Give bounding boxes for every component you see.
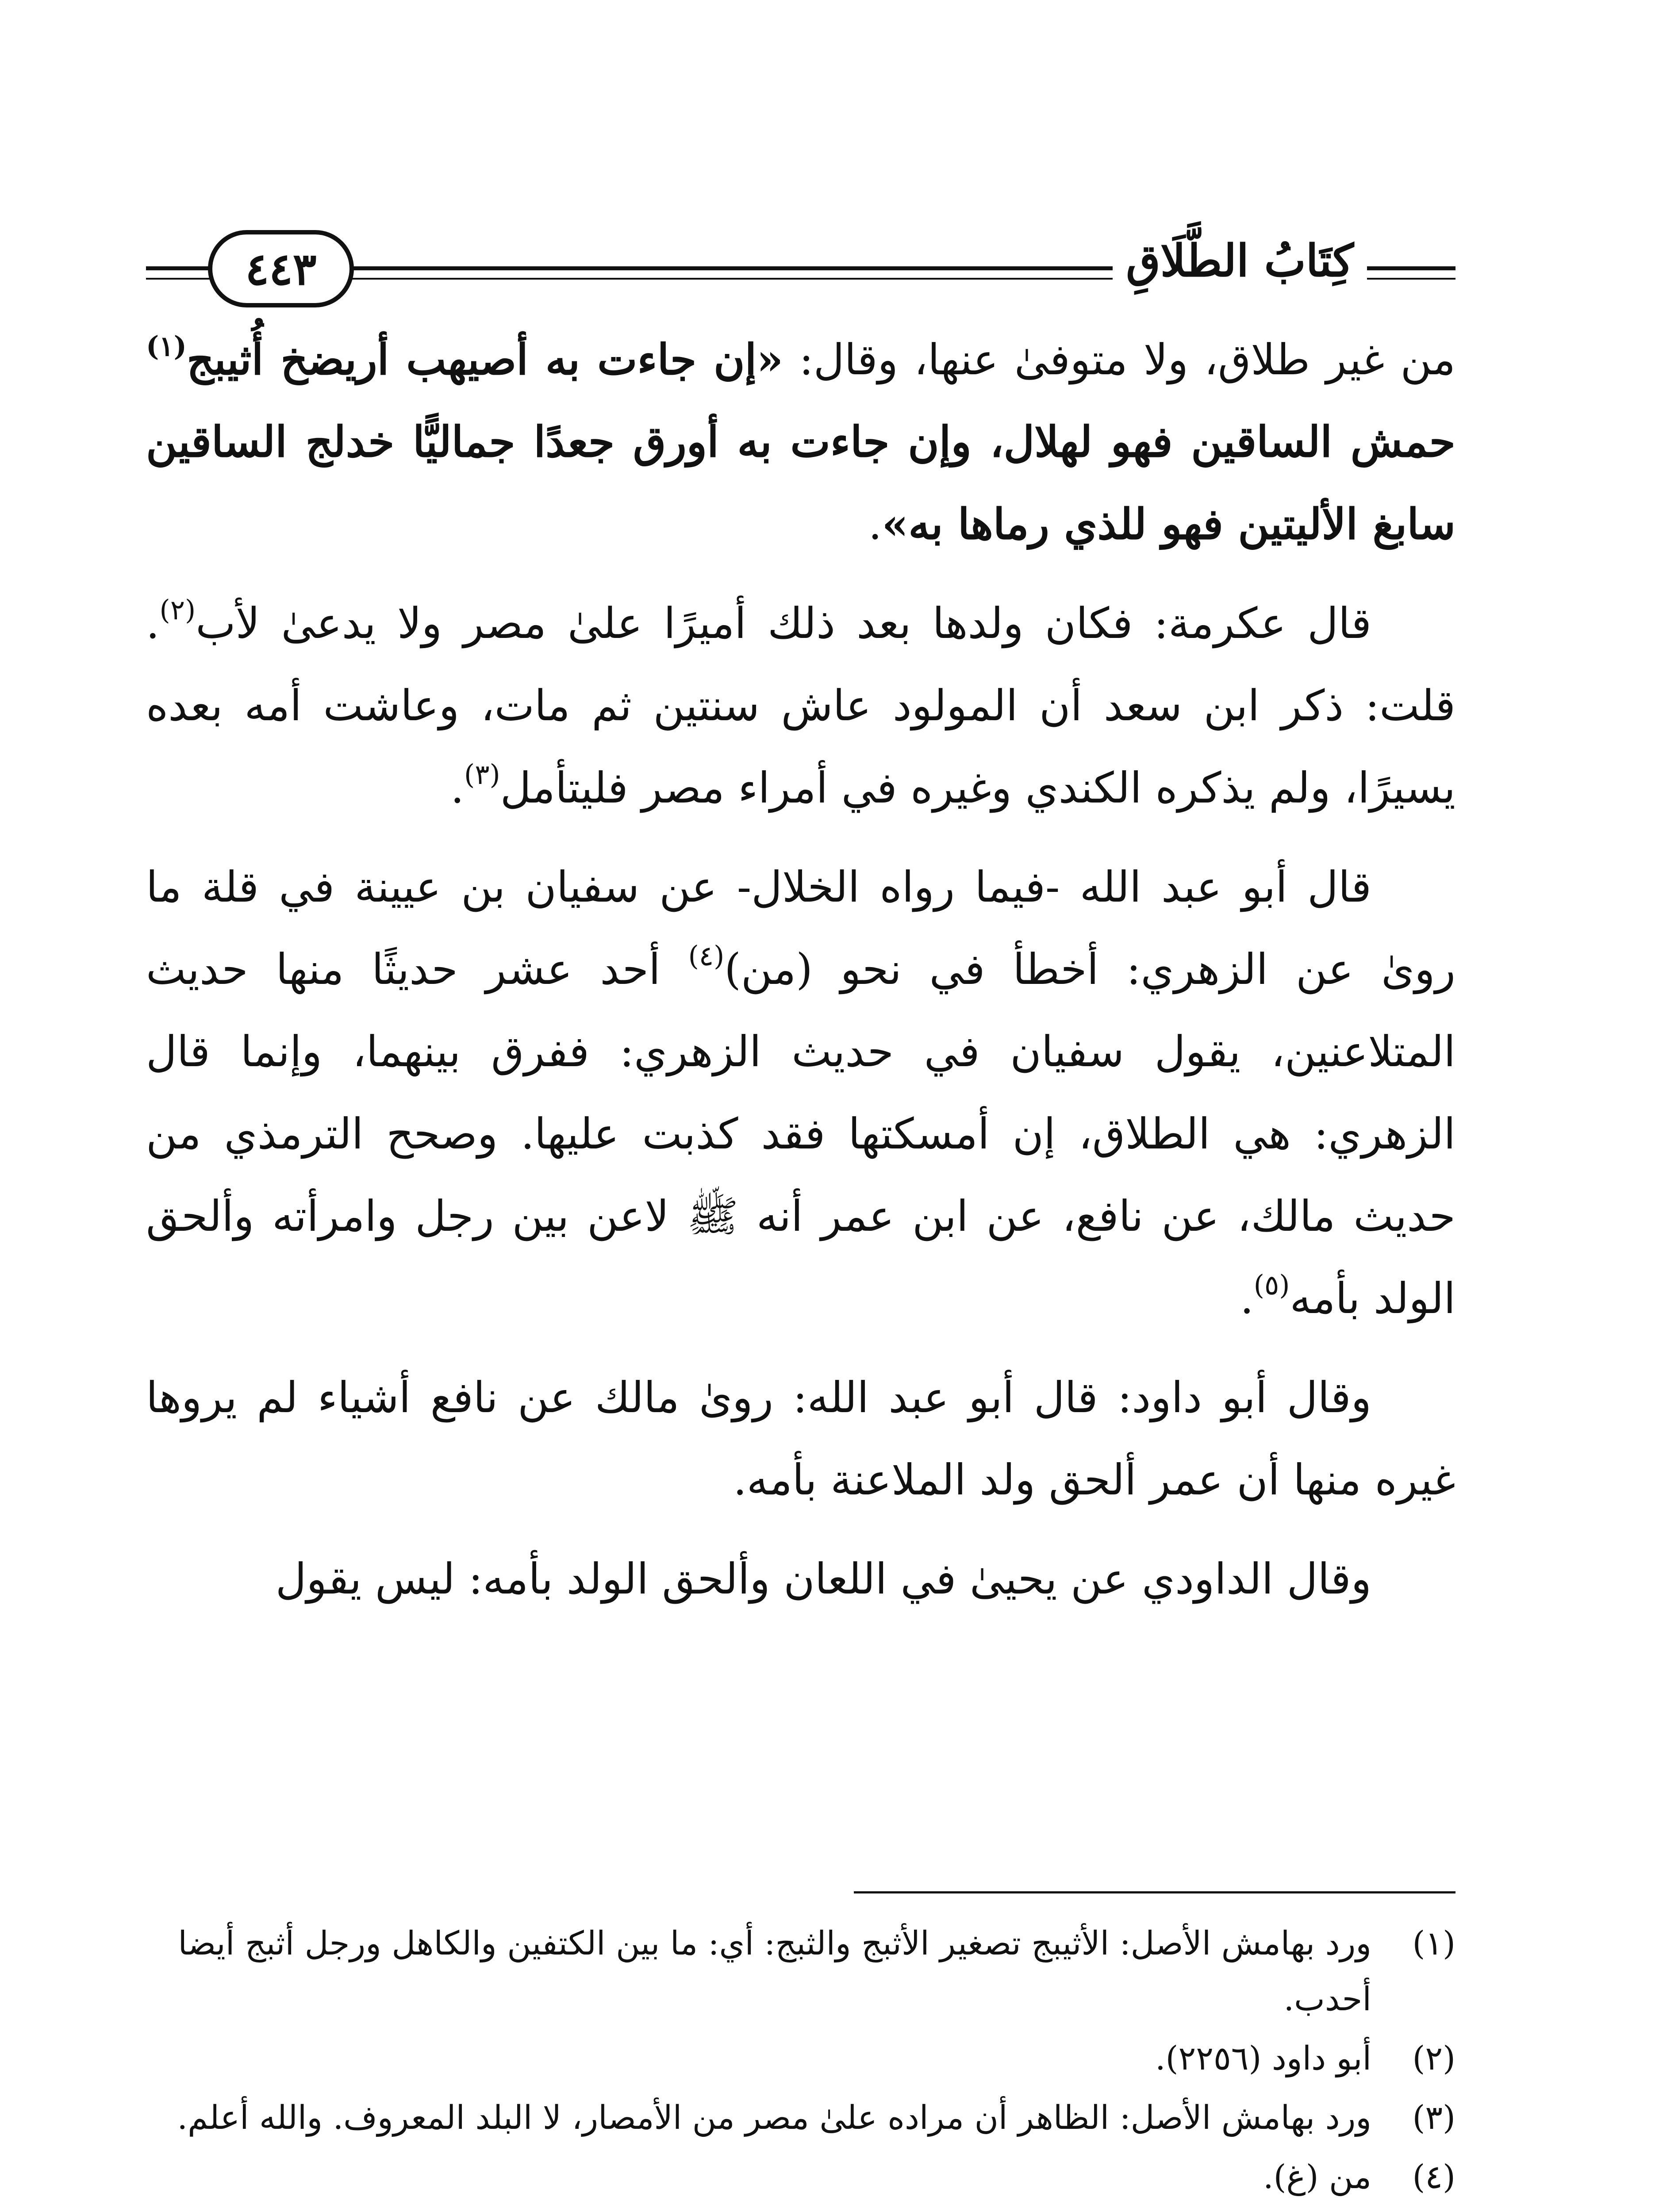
footnote-ref-1[interactable]: (١) xyxy=(146,330,187,362)
footnote-3 xyxy=(146,2090,1455,2146)
paragraph-3-end: . xyxy=(1240,1274,1254,1323)
paragraph-2 xyxy=(146,582,1455,829)
footnote-ref-3[interactable]: (٣) xyxy=(464,758,500,791)
paragraph-3-text-b: أحد عشر حديثًا منها حديث المتلاعنين، يقول سفيان في حديث الزهري: ففرق بينهما، وإنما قال الزهري: هي الطلاق، إن أمسكتها فقد كذبت عليها. وصحح الترمذي من حديث مالك، عن نافع، عن ابن عمر أنه ﷺ لاعن بين رجل وامرأته وألحق الولد بأمه xyxy=(146,945,1455,1323)
hadith-quote-part-b: حمش الساقين فهو لهلال، وإن جاءت به أورق جعدًا جماليًّا خدلج الساقين سابغ الأليتين فهو للذي رماها به» xyxy=(146,417,1455,549)
footnote-text: من (غ). xyxy=(1263,2158,1371,2196)
paragraph-1-end: . xyxy=(868,499,882,549)
paragraph-2-end: . xyxy=(450,763,464,813)
paragraph-2-text-a: قال عكرمة: فكان ولدها بعد ذلك أميرًا علىٰ مصر ولا يدعىٰ لأب xyxy=(196,599,1371,648)
footnote-text: أبو داود (٢٢٥٦). xyxy=(1155,2039,1371,2078)
paragraph-1-text-a: من غير طلاق، ولا متوفىٰ عنها، وقال: xyxy=(783,335,1455,384)
footnote-2 xyxy=(146,2031,1455,2086)
footnote-ref-2[interactable]: (٢) xyxy=(159,594,196,626)
hadith-quote-part-a: «إن جاءت به أصيهب أريضخ أُثيبج xyxy=(187,334,783,384)
footnote-text: ورد بهامش الأصل: الأثيبج تصغير الأثبج والثبج: أي: ما بين الكتفين والكاهل ورجل أثبج أيضا أحدب. xyxy=(178,1924,1371,2018)
footnote-number: (٣) xyxy=(1412,2099,1455,2137)
footnote-text: ورد بهامش الأصل: الظاهر أن مراده علىٰ مصر من الأمصار، لا البلد المعروف. والله أعلم. xyxy=(177,2099,1371,2137)
page-number: ٤٤٣ xyxy=(245,242,317,295)
footnote-ref-4[interactable]: (٤) xyxy=(688,940,725,972)
footnote-number: (١) xyxy=(1412,1924,1455,1962)
footnotes xyxy=(146,1916,1455,2212)
footnote-1 xyxy=(146,1916,1455,2027)
footnote-4 xyxy=(146,2149,1455,2205)
paragraph-3-text-a: قال أبو عبد الله -فيما رواه الخلال- عن سفيان بن عيينة في قلة ما روىٰ عن الزهري: أخطأ في نحو (من) xyxy=(146,862,1456,994)
footnote-divider xyxy=(854,1891,1455,1893)
footnote-number: (٤) xyxy=(1412,2158,1455,2196)
footnote-number: (٢) xyxy=(1412,2039,1455,2078)
page-number-badge xyxy=(208,230,354,307)
chapter-title: كِتَابُ الطَّلَاقِ xyxy=(1113,234,1367,287)
paragraph-3 xyxy=(146,846,1455,1340)
paragraph-2-text-b: . قلت: ذكر ابن سعد أن المولود عاش سنتين ثم مات، وعاشت أمه بعده يسيرًا، ولم يذكره الكندي وغيره في أمراء مصر فليتأمل xyxy=(146,599,1455,813)
footnote-number xyxy=(1380,2208,1455,2212)
footnote-5 xyxy=(146,2208,1455,2212)
main-text xyxy=(146,319,1455,1637)
paragraph-1 xyxy=(146,319,1455,565)
footnote-ref-5[interactable]: (٥) xyxy=(1253,1269,1290,1301)
running-header xyxy=(146,230,1455,319)
paragraph-4: وقال أبو داود: قال أبو عبد الله: روىٰ مالك عن نافع أشياء لم يروها غيره منها أن عمر ألحق ولد الملاعنة بأمه. xyxy=(146,1373,1455,1505)
paragraph-5: وقال الداودي عن يحيىٰ في اللعان وألحق الولد بأمه: ليس يقول xyxy=(275,1554,1371,1604)
